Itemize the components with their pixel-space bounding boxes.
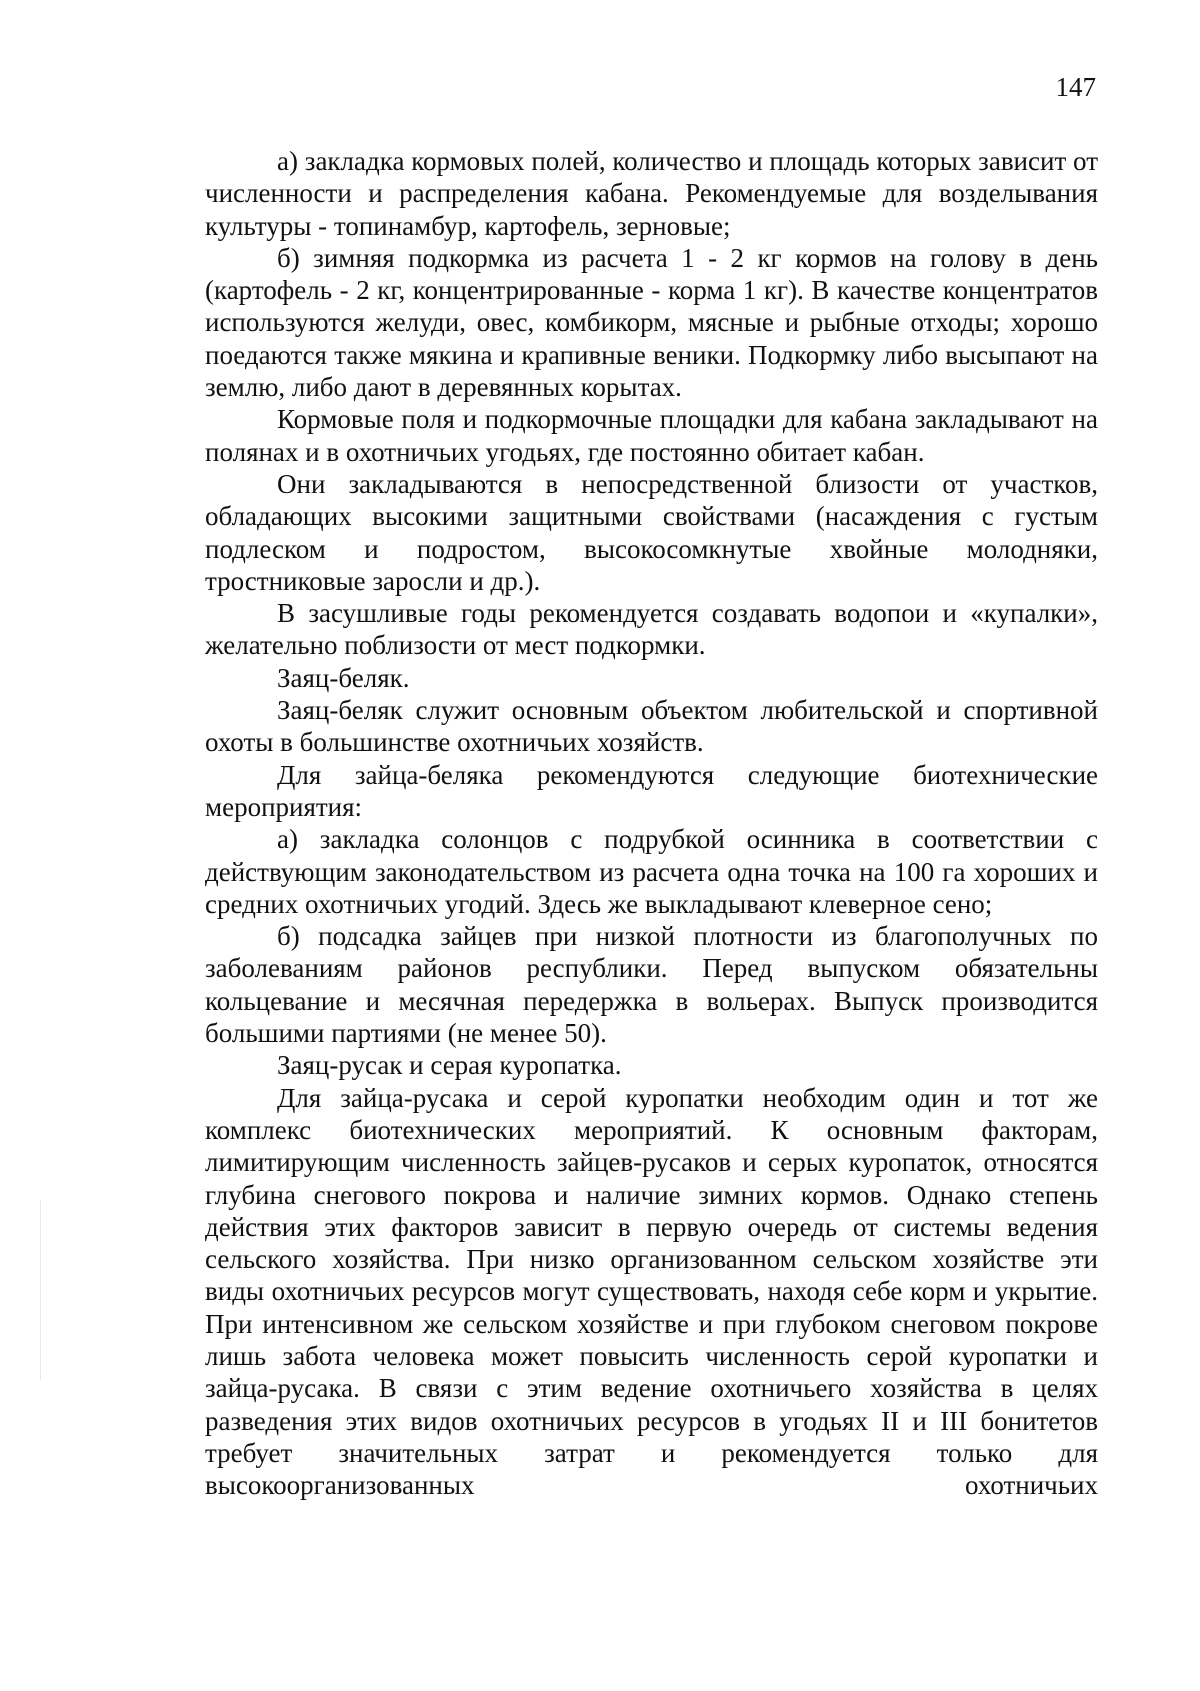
- paragraph-watering: В засушливые годы рекомендуется создавать водопои и «купалки», желательно поблизости от мест подкормки.: [205, 598, 1098, 661]
- page-number: 147: [1055, 72, 1096, 102]
- paragraph-salt-licks: а) закладка солонцов с подрубкой осинника в соответствии с действующим законодательством из расчета одна точка на 100 га хороших и средних охотничьих угодий. Здесь же выкладывают клеверное сено;: [205, 824, 1098, 919]
- paragraph-hare-release: б) подсадка зайцев при низкой плотности из благополучных по заболеваниям районов республики. Перед выпуском обязательны кольцевание и месячная передержка в вольерах. Выпуск производится большими партиями (не менее 50).: [205, 921, 1098, 1049]
- paragraph-feeding-fields: а) закладка кормовых полей, количество и площадь которых зависит от численности и распределения кабана. Рекомендуемые для возделывания культуры - топинамбур, картофель, зерновые;: [205, 146, 1098, 241]
- paragraph-winter-feeding: б) зимняя подкормка из расчета 1 - 2 кг кормов на голову в день (картофель - 2 кг, концентрированные - корма 1 кг). В качестве концентратов используются желуди, овес, комбикорм, мясные и рыбные отходы; хорошо поедаются также мякина и крапивные веники. Подкормку либо высыпают на землю, либо дают в деревянных корытах.: [205, 242, 1098, 403]
- text-body: [205, 145, 1098, 1501]
- paragraph-brown-hare-partridge: Для зайца-русака и серой куропатки необходим один и тот же комплекс биотехнических мероприятий. К основным факторам, лимитирующим численность зайцев-русаков и серых куропаток, относятся глубина снегового покрова и наличие зимних кормов. Однако степень действия этих факторов зависит в первую очередь от системы ведения сельского хозяйства. При низко организованном сельском хозяйстве эти виды охотничьих ресурсов могут существовать, находя себе корм и укрытие. При интенсивном же сельском хозяйстве и при глубоком снеговом покрове лишь забота человека может повысить численность серой куропатки и зайца-русака. В связи с этим ведение охотничьего хозяйства в целях разведения этих видов охотничьих ресурсов в угодьях II и III бонитетов требует значительных затрат и рекомендуется только для высокоорганизованных охотничьих: [205, 1082, 1098, 1501]
- paragraph-mountain-hare-measures: Для зайца-беляка рекомендуются следующие биотехнические мероприятия:: [205, 759, 1098, 822]
- paragraph-site-location: Они закладываются в непосредственной близости от участков, обладающих высокими защитными свойствами (насаждения с густым подлеском и подростом, высокосомкнутые хвойные молодняки, тростниковые заросли и др.).: [205, 468, 1098, 596]
- section-heading-mountain-hare: Заяц-беляк.: [277, 662, 410, 693]
- paragraph-feeding-sites: Кормовые поля и подкормочные площадки для кабана закладывают на полянах и в охотничьих угодьях, где постоянно обитает кабан.: [205, 404, 1098, 467]
- section-heading-brown-hare-partridge: Заяц-русак и серая куропатка.: [277, 1050, 622, 1081]
- scan-edge-mark: [40, 1200, 41, 1380]
- paragraph-mountain-hare-hunting: Заяц-беляк служит основным объектом любительской и спортивной охоты в большинстве охотничьих хозяйств.: [205, 695, 1098, 758]
